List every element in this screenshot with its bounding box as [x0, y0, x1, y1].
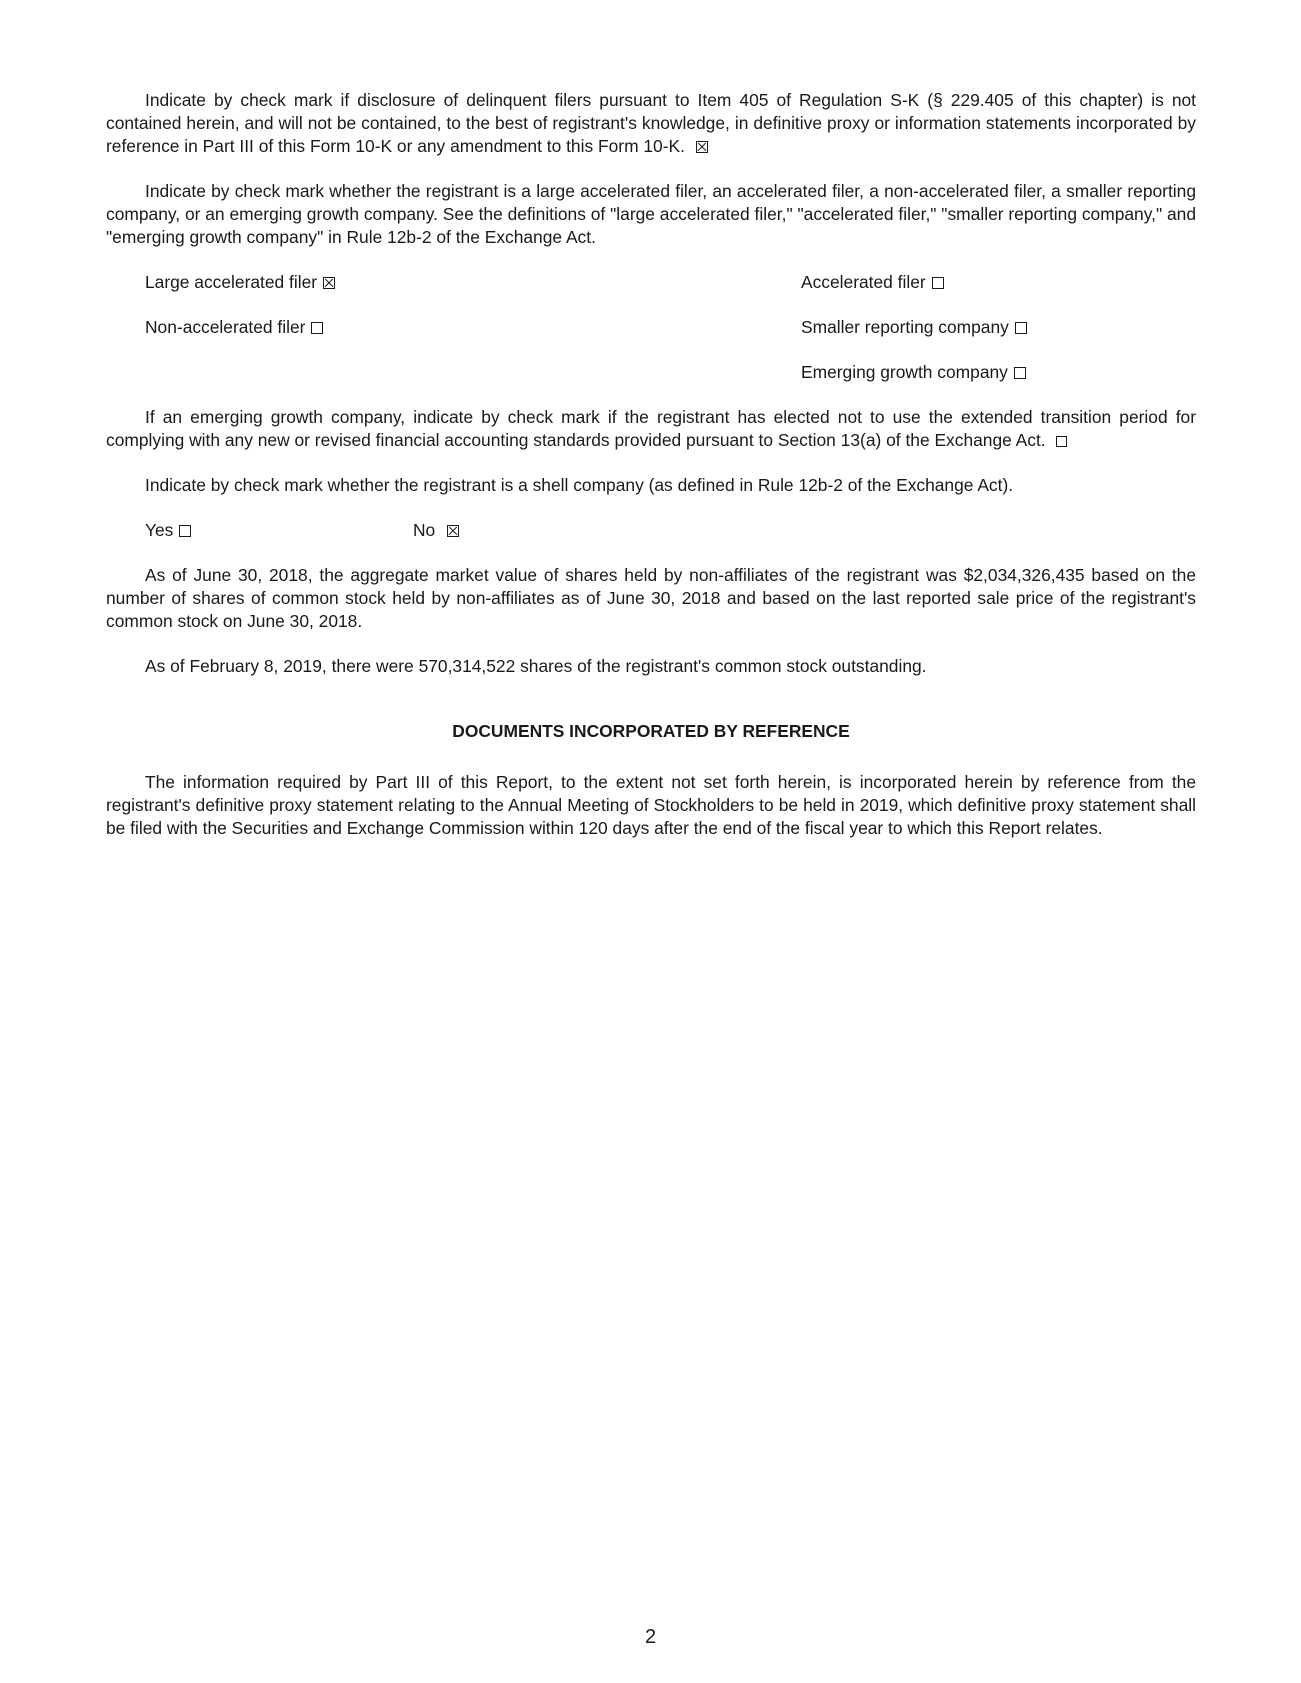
smaller-reporting-company-option — [801, 316, 1027, 339]
shell-yes-checkbox[interactable] — [179, 525, 191, 537]
accelerated-filer-checkbox[interactable] — [932, 277, 944, 289]
non-accelerated-filer-option — [145, 316, 323, 339]
shell-company-paragraph: Indicate by check mark whether the registrant is a shell company (as defined in Rule 12b-2 of the Exchange Act). — [145, 475, 1014, 495]
documents-incorporated-paragraph: The information required by Part III of this Report, to the extent not set forth herein, is incorporated herein by reference from the registrant's definitive proxy statement relating to the Annual Meeting of Stockholders to be held in 2019, which definitive proxy statement shall be filed with the Securities and Exchange Commission within 120 days after the end of the fiscal year to which this Report relates. — [106, 772, 1196, 838]
emerging-growth-company-option — [801, 361, 1026, 384]
delinquent-filers-text: Indicate by check mark if disclosure of delinquent filers pursuant to Item 405 of Regulation S-K (§ 229.405 of this chapter) is not contained herein, and will not be contained, to the best of registrant's knowledge, in definitive proxy or information statements incorporated by reference in Part III of this Form 10-K or any amendment to this Form 10-K. — [106, 90, 1196, 156]
filer-row-1 — [106, 271, 1196, 294]
shell-company-answer-row — [106, 519, 1196, 542]
non-accelerated-filer-checkbox[interactable] — [311, 322, 323, 334]
shell-yes-label: Yes — [145, 520, 174, 540]
delinquent-filers-checkbox[interactable] — [696, 141, 708, 153]
shares-outstanding-paragraph: As of February 8, 2019, there were 570,314,522 shares of the registrant's common stock outstanding. — [145, 656, 927, 676]
page-number: 2 — [644, 1626, 657, 1648]
transition-period-paragraph — [106, 406, 1196, 452]
documents-incorporated-heading: DOCUMENTS INCORPORATED BY REFERENCE — [452, 721, 850, 741]
filer-row-3 — [106, 361, 1196, 384]
accelerated-filer-label: Accelerated filer — [801, 272, 926, 292]
document-page — [106, 89, 1196, 840]
delinquent-filers-paragraph — [106, 89, 1196, 158]
large-accelerated-filer-label: Large accelerated filer — [145, 272, 318, 292]
shell-yes-option — [145, 519, 191, 542]
shell-no-label: No — [413, 520, 436, 540]
emerging-growth-company-checkbox[interactable] — [1014, 367, 1026, 379]
transition-period-checkbox[interactable] — [1056, 436, 1067, 447]
large-accelerated-filer-option — [145, 271, 335, 294]
filer-row-2 — [106, 316, 1196, 339]
non-accelerated-filer-label: Non-accelerated filer — [145, 317, 306, 337]
accelerated-filer-option — [801, 271, 944, 294]
emerging-growth-company-label: Emerging growth company — [801, 362, 1008, 382]
filer-status-paragraph: Indicate by check mark whether the registrant is a large accelerated filer, an accelerated filer, a non-accelerated filer, a smaller reporting company, or an emerging growth company. See the definitions of "large accelerated filer," "accelerated filer," "smaller reporting company," and "emerging growth company" in Rule 12b-2 of the Exchange Act. — [106, 181, 1196, 247]
shell-no-option — [413, 519, 459, 542]
transition-period-text: If an emerging growth company, indicate by check mark if the registrant has elected not to use the extended transition period for complying with any new or revised financial accounting standards provided pursuant to Section 13(a) of the Exchange Act. — [106, 407, 1196, 450]
market-value-paragraph: As of June 30, 2018, the aggregate market value of shares held by non-affiliates of the registrant was $2,034,326,435 based on the number of shares of common stock held by non-affiliates as of June 30, 2018 and based on the last reported sale price of the registrant's common stock on June 30, 2018. — [106, 565, 1196, 631]
smaller-reporting-company-label: Smaller reporting company — [801, 317, 1009, 337]
large-accelerated-filer-checkbox[interactable] — [323, 277, 335, 289]
shell-no-checkbox[interactable] — [447, 525, 459, 537]
smaller-reporting-company-checkbox[interactable] — [1015, 322, 1027, 334]
